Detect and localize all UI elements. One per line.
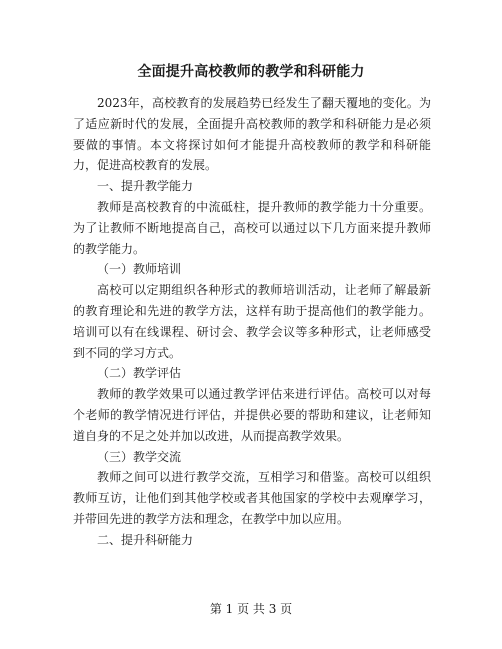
paragraph-teaching-importance: 教师是高校教育的中流砥柱，提升教师的教学能力十分重要。为了让教师不断地提高自己，高校可以通过以下几方面来提升教师的教学能力。 <box>73 199 431 256</box>
document-body <box>73 93 431 551</box>
page-number-text: 第 1 页 共 3 页 <box>209 602 293 616</box>
subheading-teacher-training: （一）教师培训 <box>97 262 182 277</box>
paragraph-teaching-evaluation: 教师的教学效果可以通过教学评估来进行评估。高校可以对每个老师的教学情况进行评估，并提供必要的帮助和建议，让老师知道自身的不足之处并加以改进，从而提高教学效果。 <box>73 387 431 443</box>
subheading-teaching-evaluation: （二）教学评估 <box>97 366 182 381</box>
paragraph-teacher-training: 高校可以定期组织各种形式的教师培训活动，让老师了解最新的教育理论和先进的教学方法，这样有助于提高他们的教学能力。培训可以有在线课程、研讨会、教学会议等多种形式，让老师感受到不同的学习方式。 <box>73 283 431 360</box>
paragraph-teaching-exchange: 教师之间可以进行教学交流，互相学习和借鉴。高校可以组织教师互访，让他们到其他学校或者其他国家的学校中去观摩学习，并带回先进的教学方法和理念，在教学中加以应用。 <box>73 470 431 526</box>
document-title: 全面提升高校教师的教学和科研能力 <box>137 64 365 80</box>
page-number-footer <box>0 601 502 617</box>
section-heading-research: 二、提升科研能力 <box>97 532 194 547</box>
subheading-teaching-exchange: （三）教学交流 <box>97 449 182 464</box>
section-heading-teaching: 一、提升教学能力 <box>97 179 194 194</box>
intro-paragraph: 2023年，高校教育的发展趋势已经发生了翻天覆地的变化。为了适应新时代的发展，全面提升高校教师的教学和科研能力是必须要做的事情。本文将探讨如何才能提升高校教师的教学和科研能力，促进高校教育的发展。 <box>73 96 431 173</box>
